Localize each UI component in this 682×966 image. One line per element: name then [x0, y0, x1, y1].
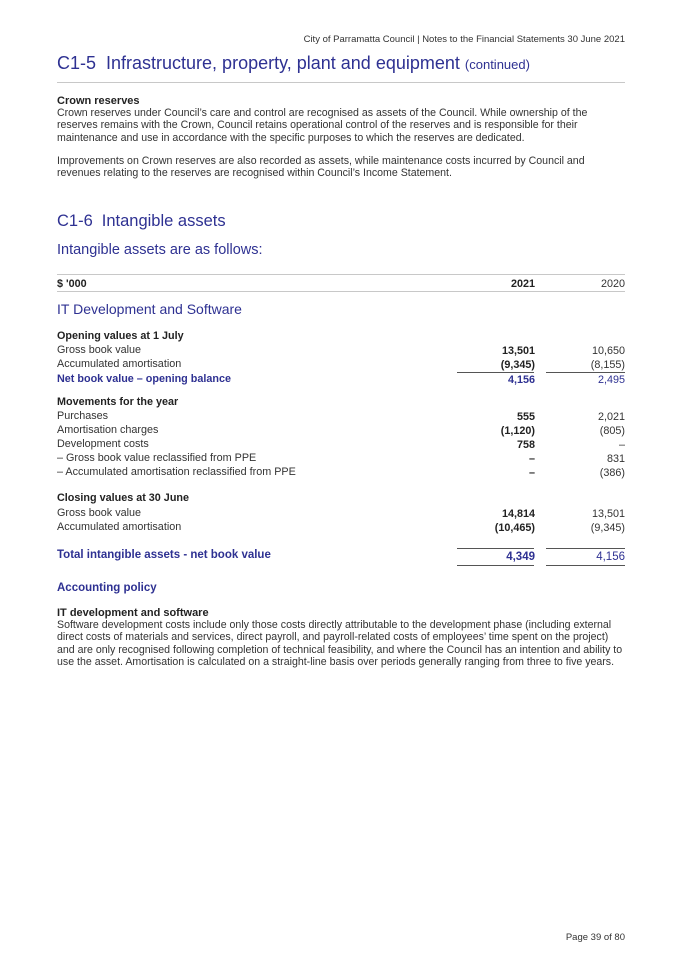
- crown-reserves-heading: Crown reserves: [57, 95, 140, 107]
- value-2021: 14,814: [501, 508, 535, 520]
- value-2020: 2,495: [597, 374, 625, 386]
- row-label: – Gross book value reclassified from PPE: [57, 452, 257, 464]
- row-label: Accumulated amortisation: [57, 521, 182, 533]
- total-2021: 4,349: [506, 551, 535, 563]
- column-2021-header: 2021: [510, 278, 535, 290]
- value-2021: (9,345): [500, 359, 535, 371]
- value-2020: (8,155): [590, 359, 625, 371]
- row-label: Gross book value: [57, 344, 142, 356]
- value-2020: –: [618, 439, 625, 451]
- value-2021: 555: [516, 411, 535, 423]
- column-2020-header: 2020: [600, 278, 625, 290]
- running-header: City of Parramatta Council | Notes to the Financial Statements 30 June 2021: [303, 34, 625, 45]
- policy-subheading: IT development and software: [57, 607, 209, 619]
- value-2020: 831: [606, 453, 625, 465]
- section-subtitle: Intangible assets are as follows:: [57, 242, 263, 258]
- crown-reserves-paragraph-2: Improvements on Crown reserves are also recorded as assets, while maintenance costs incurred by Council and revenues relating to the reserves are recognised within Council’s Income Statement.: [57, 155, 585, 180]
- row-label: Accumulated amortisation: [57, 358, 182, 370]
- crown-reserves-paragraph-1: Crown reserves under Council’s care and control are recognised as assets of the Council. While ownership of the reserves remains with the Crown, Council retains operational control of the reserves and is responsible for their maintenance and use in accordance with the specific purposes to which the reserves are dedicated.: [57, 107, 588, 144]
- value-2021: 13,501: [501, 345, 535, 357]
- row-label: Amortisation charges: [57, 424, 159, 436]
- table-header-rule: [57, 291, 625, 292]
- section-title: Intangible assets: [101, 212, 226, 230]
- value-2021: (10,465): [494, 522, 535, 534]
- value-2020: 10,650: [591, 345, 625, 357]
- row-label: Gross book value: [57, 507, 142, 519]
- movements-group-title: Movements for the year: [57, 396, 179, 408]
- total-label: Total intangible assets - net book value: [57, 549, 271, 561]
- column-unit-header: $ '000: [57, 278, 87, 290]
- section-heading-c1-5: [57, 52, 625, 76]
- total-top-rule-2020: [546, 548, 625, 549]
- table-row-net-book-value: [57, 373, 625, 387]
- page-number: Page 39 of 80: [565, 932, 625, 943]
- row-label: Development costs: [57, 438, 149, 450]
- section-heading-c1-6: [57, 212, 226, 231]
- section-number: C1-5: [57, 53, 97, 73]
- table-row: [57, 452, 625, 466]
- continued-label: (continued): [464, 57, 530, 72]
- value-2021: –: [528, 453, 535, 465]
- table-row: [57, 410, 625, 424]
- opening-group-title: Opening values at 1 July: [57, 330, 184, 342]
- table-row: [57, 438, 625, 452]
- table-row: [57, 521, 625, 535]
- total-2020: 4,156: [596, 551, 625, 563]
- section-number: C1-6: [57, 212, 93, 230]
- row-label: Net book value – opening balance: [57, 373, 231, 385]
- total-bottom-rule-2021: [457, 565, 534, 566]
- table-category-title: IT Development and Software: [57, 301, 242, 317]
- table-row: [57, 344, 625, 358]
- table-row: [57, 507, 625, 521]
- closing-group-title: Closing values at 30 June: [57, 492, 190, 504]
- heading-rule: [57, 82, 625, 83]
- total-bottom-rule-2020: [546, 565, 625, 566]
- value-2020: 2,021: [597, 411, 625, 423]
- value-2020: (386): [599, 467, 625, 479]
- policy-paragraph: Software development costs include only those costs directly attributable to the development phase (including external direct costs of materials and services, direct payroll, and payroll-related costs of employees’ time spent on the project) and are only recognised following completion of technical feasibility, and where the Council has an intention and ability to use the asset. Amortisation is calculated on a straight-line basis over periods generally ranging from three to five years.: [57, 619, 623, 668]
- row-label: Purchases: [57, 410, 109, 422]
- table-row: [57, 358, 625, 372]
- value-2020: 13,501: [591, 508, 625, 520]
- value-2021: –: [528, 467, 535, 479]
- total-top-rule-2021: [457, 548, 534, 549]
- value-2021: 758: [516, 439, 535, 451]
- table-top-rule: [57, 274, 625, 275]
- table-row: [57, 466, 625, 480]
- value-2020: (9,345): [590, 522, 625, 534]
- section-title: Infrastructure, property, plant and equipment: [106, 53, 460, 73]
- value-2020: (805): [599, 425, 625, 437]
- accounting-policy-heading: Accounting policy: [57, 582, 157, 594]
- table-row: [57, 424, 625, 438]
- value-2021: (1,120): [500, 425, 535, 437]
- value-2021: 4,156: [507, 374, 535, 386]
- row-label: – Accumulated amortisation reclassified from PPE: [57, 466, 296, 478]
